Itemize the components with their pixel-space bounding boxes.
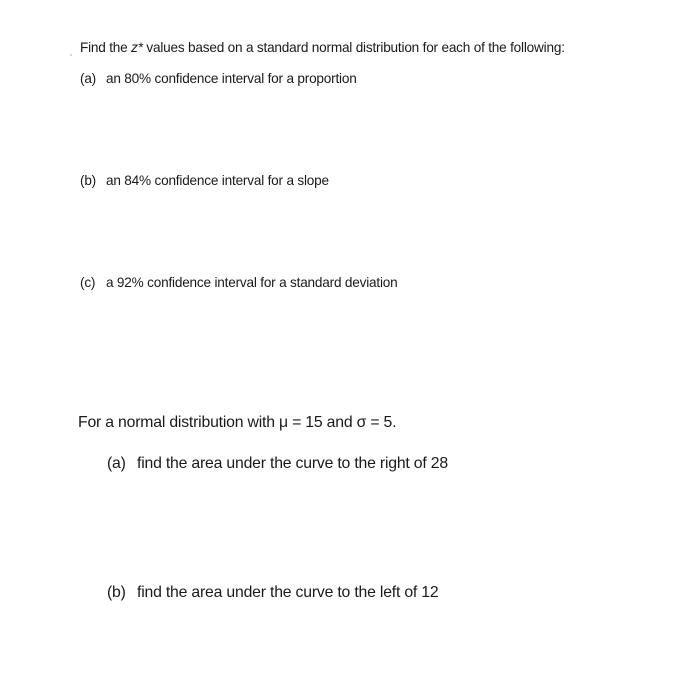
part-label: (c) (80, 275, 96, 290)
problem2-part-a (107, 455, 448, 473)
problem2-intro (78, 414, 396, 432)
part-label: (a) (107, 455, 126, 472)
problem1-part-a (80, 71, 357, 86)
part-label: (b) (107, 584, 126, 601)
stray-mark (70, 54, 72, 56)
problem1-intro-end: values based on a standard normal distribution for each of the following: (142, 40, 565, 55)
part-text: find the area under the curve to the left of 12 (137, 584, 439, 601)
z-star-symbol: z* (131, 40, 143, 55)
part-text: find the area under the curve to the right of 28 (137, 455, 448, 472)
problem1-intro-start: Find the (80, 40, 132, 55)
part-text: an 84% confidence interval for a slope (106, 173, 329, 188)
problem1-intro (80, 40, 565, 55)
problem2-intro-text: For a normal distribution with μ = 15 and σ = 5. (78, 414, 397, 431)
problem1-part-c (80, 275, 398, 290)
part-label: (a) (80, 71, 97, 86)
problem2-part-b (107, 584, 438, 602)
part-text: a 92% confidence interval for a standard deviation (106, 275, 398, 290)
part-text: an 80% confidence interval for a proportion (106, 71, 357, 86)
part-label: (b) (80, 173, 97, 188)
problem1-part-b (80, 173, 329, 188)
